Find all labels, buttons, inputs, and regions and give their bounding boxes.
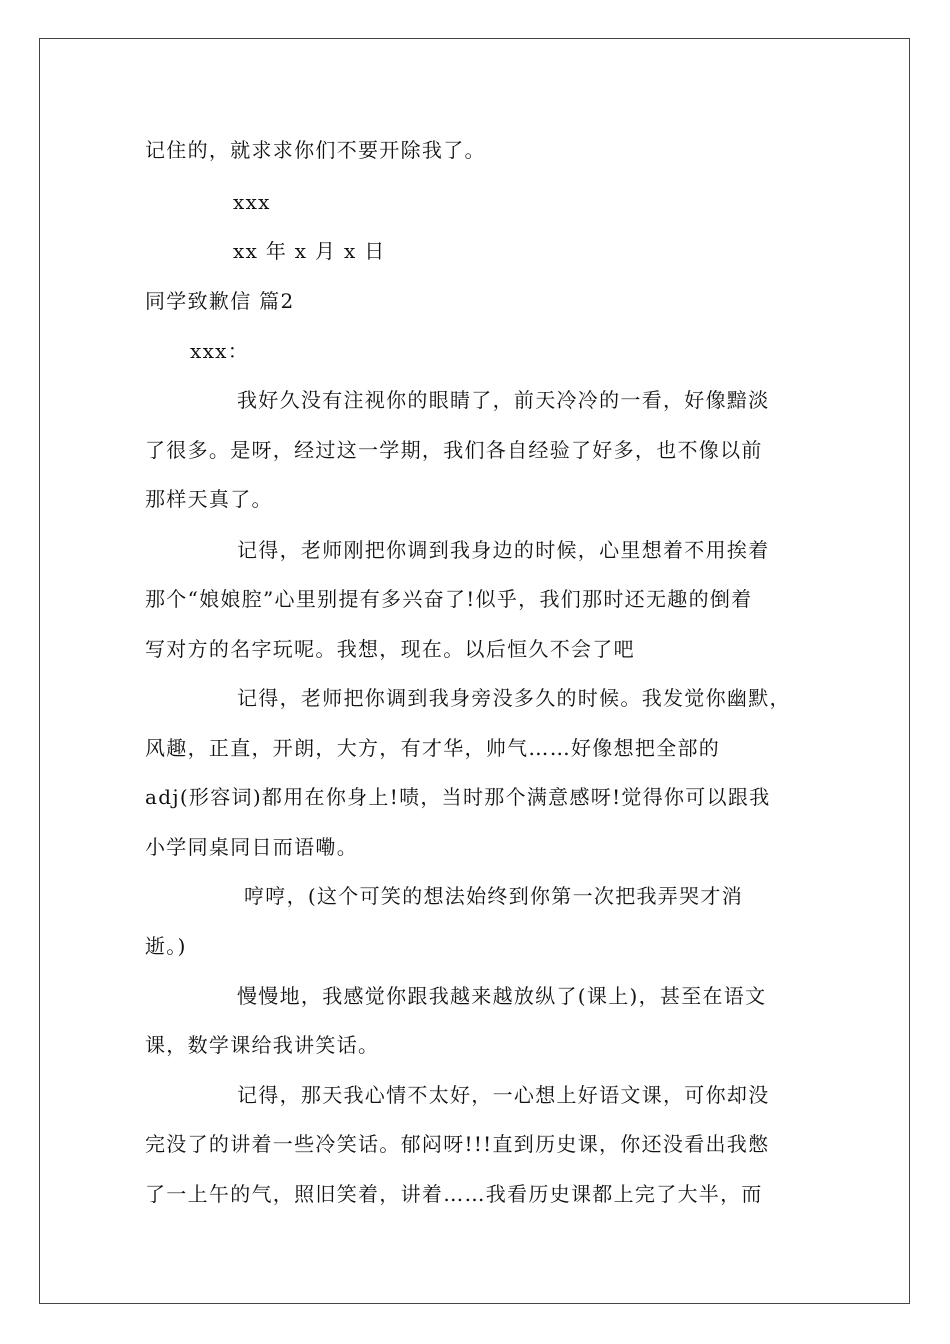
paragraph-line: 风趣，正直，开朗，大方，有才华，帅气……好像想把全部的: [145, 736, 721, 760]
paragraph-line: 慢慢地，我感觉你跟我越来越放纵了(课上)，甚至在语文: [237, 984, 767, 1008]
paragraph-line: 逝。): [145, 934, 187, 958]
section-heading: 同学致歉信 篇2: [145, 289, 295, 313]
page-border: [39, 38, 910, 1304]
paragraph-line: 记得，那天我心情不太好，一心想上好语文课，可你却没: [237, 1083, 770, 1107]
paragraph-line: 记得，老师刚把你调到我身边的时候，心里想着不用挨着: [237, 538, 770, 562]
paragraph-line: adj(形容词)都用在你身上!啧，当时那个满意感呀!觉得你可以跟我: [145, 785, 771, 809]
text-line-closing: 记住的，就求求你们不要开除我了。: [145, 138, 486, 162]
paragraph-line: 我好久没有注视你的眼睛了，前天冷冷的一看，好像黯淡: [237, 388, 770, 412]
signature-date: xx 年 x 月 x 日: [233, 239, 386, 263]
paragraph-line: 课，数学课给我讲笑话。: [145, 1033, 380, 1057]
signature-name: xxx: [233, 190, 271, 214]
paragraph-line: 那个“娘娘腔”心里别提有多兴奋了!似乎，我们那时还无趣的倒着: [145, 587, 753, 611]
paragraph-line: 写对方的名字玩呢。我想，现在。以后恒久不会了吧: [145, 637, 635, 661]
paragraph-line: 那样天真了。: [145, 487, 273, 511]
salutation: xxx：: [190, 339, 250, 363]
paragraph-line: 记得，老师把你调到我身旁没多久的时候。我发觉你幽默，: [237, 686, 791, 710]
paragraph-line: 了一上午的气，照旧笑着，讲着……我看历史课都上完了大半，而: [145, 1182, 763, 1206]
paragraph-line: 小学同桌同日而语嘞。: [145, 835, 358, 859]
paragraph-line: 哼哼，(这个可笑的想法始终到你第一次把我弄哭才消: [244, 884, 744, 908]
paragraph-line: 了很多。是呀，经过这一学期，我们各自经验了好多，也不像以前: [145, 438, 763, 462]
paragraph-line: 完没了的讲着一些冷笑话。郁闷呀!!!直到历史课，你还没看出我憋: [145, 1132, 770, 1156]
